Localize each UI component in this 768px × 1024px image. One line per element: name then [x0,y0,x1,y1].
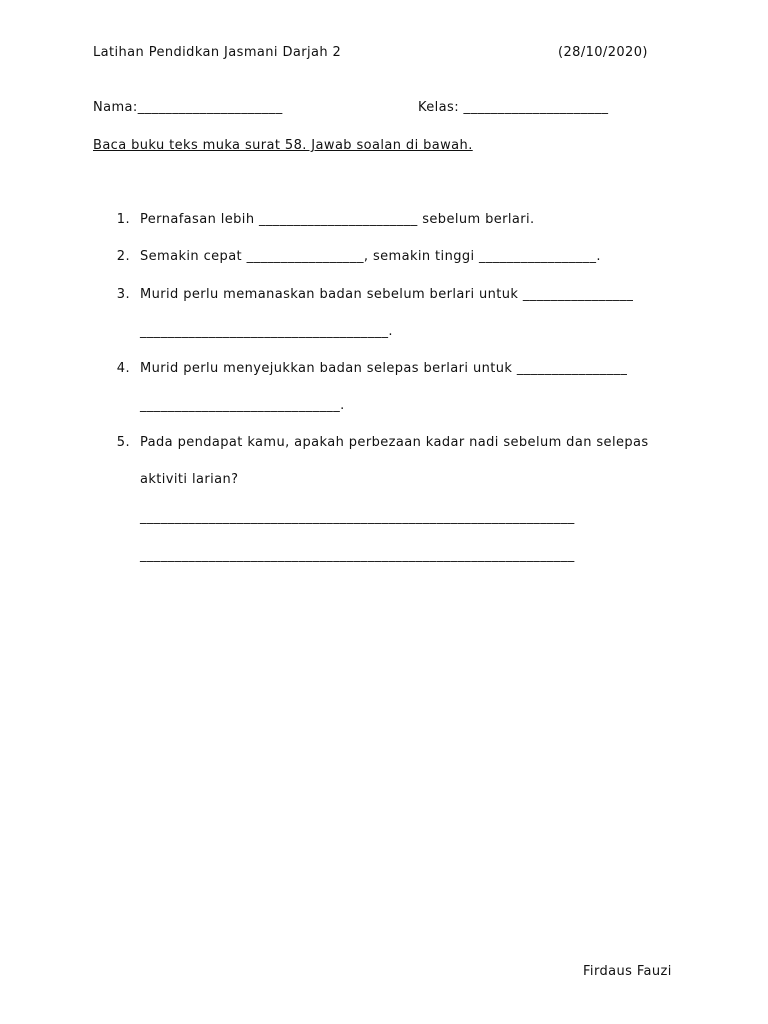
name-field: Nama:_____________________ [93,100,283,115]
question-1-text: Pernafasan lebih _______________________ sebelum berlari. [140,212,535,227]
question-4-text: Murid perlu menyejukkan badan selepas berlari untuk ________________ [140,361,628,376]
question-5-text: Pada pendapat kamu, apakah perbezaan kadar nadi sebelum dan selepas [140,435,649,450]
question-5-number: 5. [116,435,130,450]
question-2-text: Semakin cepat _________________, semakin tinggi _________________. [140,249,601,264]
instruction-text: Baca buku teks muka surat 58. Jawab soalan di bawah. [93,138,473,153]
author-name: Firdaus Fauzi [583,964,672,979]
question-3-answer-line: ____________________________________. [140,324,393,339]
class-field: Kelas: _____________________ [418,100,609,115]
question-5-answer-line-2: _______________________________________________________________ [140,548,575,563]
question-1-number: 1. [116,212,130,227]
question-4-number: 4. [116,361,130,376]
worksheet-title: Latihan Pendidkan Jasmani Darjah 2 [93,45,342,60]
question-3-number: 3. [116,287,130,302]
question-5-text-continued: aktiviti larian? [140,472,239,487]
question-3-text: Murid perlu memanaskan badan sebelum berlari untuk ________________ [140,287,634,302]
question-5-answer-line-1: _______________________________________________________________ [140,510,575,525]
question-2-number: 2. [116,249,130,264]
worksheet-date: (28/10/2020) [558,45,648,60]
question-4-answer-line: _____________________________. [140,398,345,413]
